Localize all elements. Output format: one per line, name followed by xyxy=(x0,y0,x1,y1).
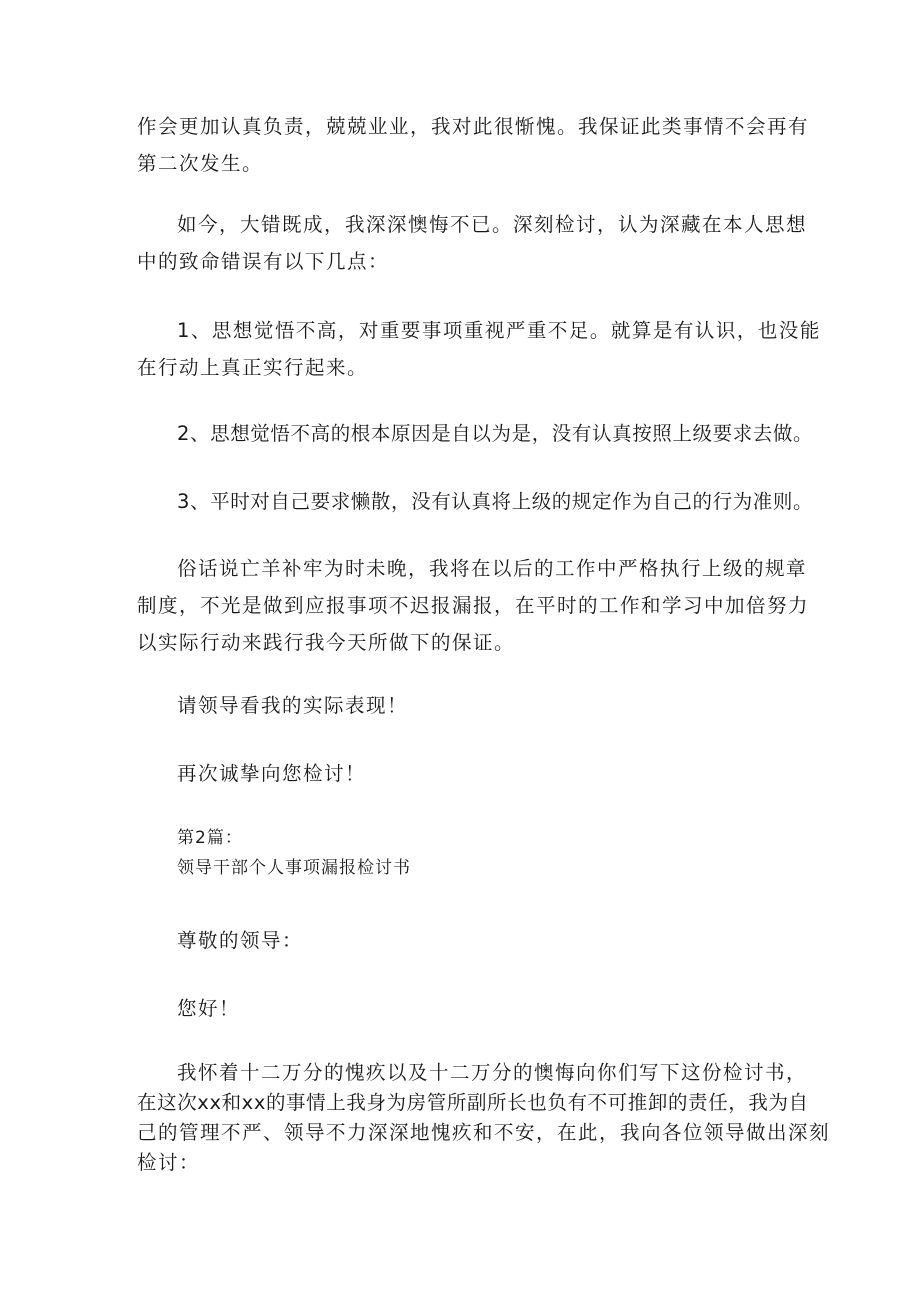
paragraph-line: 中的致命错误有以下几点： xyxy=(137,250,390,273)
paragraph-line: 再次诚挚向您检讨！ xyxy=(177,762,367,785)
section-heading xyxy=(137,823,787,883)
paragraph-resolution xyxy=(137,550,810,661)
paragraph-confession xyxy=(137,1058,831,1178)
list-item-2 xyxy=(137,415,814,452)
paragraph-line: 我怀着十二万分的愧疚以及十二万分的懊悔向你们写下这份检讨书， xyxy=(177,1061,808,1084)
paragraph-line: 制度，不光是做到应报事项不迟报漏报，在平时的工作和学习中加倍努力 xyxy=(137,594,810,617)
paragraph-line: 检讨： xyxy=(137,1151,201,1174)
greeting-text: 您好！ xyxy=(177,997,241,1020)
list-item-1 xyxy=(137,312,821,386)
greeting xyxy=(137,990,787,1027)
list-item-3 xyxy=(137,483,814,520)
paragraph-line: 1、思想觉悟不高，对重要事项重视严重不足。就算是有认识，也没能 xyxy=(177,319,821,342)
salutation xyxy=(137,922,787,959)
paragraph-line: 在行动上真正实行起来。 xyxy=(137,356,369,379)
paragraph-line: 第二次发生。 xyxy=(137,152,264,175)
paragraph-request xyxy=(137,687,787,724)
paragraph-errors-intro xyxy=(137,206,808,280)
paragraph-apology xyxy=(137,755,787,792)
paragraph-line: 请领导看我的实际表现！ xyxy=(177,694,409,717)
section-title: 领导干部个人事项漏报检讨书 xyxy=(177,858,411,878)
paragraph-line: 俗话说亡羊补牢为时未晚，我将在以后的工作中严格执行上级的规章 xyxy=(177,557,808,580)
paragraph-line: 2、思想觉悟不高的根本原因是自以为是，没有认真按照上级要求去做。 xyxy=(177,422,814,445)
paragraph-line: 以实际行动来践行我今天所做下的保证。 xyxy=(137,631,516,654)
paragraph-line: 在这次xx和xx的事情上我身为房管所副所长也负有不可推卸的责任，我为自 xyxy=(137,1091,809,1114)
paragraph-line: 作会更加认真负责，兢兢业业，我对此很惭愧。我保证此类事情不会再有 xyxy=(137,115,810,138)
paragraph-continued xyxy=(137,108,810,182)
section-label: 第2篇： xyxy=(177,828,243,848)
paragraph-line: 3、平时对自己要求懒散，没有认真将上级的规定作为自己的行为准则。 xyxy=(177,490,814,513)
paragraph-line: 己的管理不严、领导不力深深地愧疚和不安，在此，我向各位领导做出深刻 xyxy=(137,1121,831,1144)
salutation-text: 尊敬的领导： xyxy=(177,929,304,952)
paragraph-line: 如今，大错既成，我深深懊悔不已。深刻检讨，认为深藏在本人思想 xyxy=(177,213,808,236)
